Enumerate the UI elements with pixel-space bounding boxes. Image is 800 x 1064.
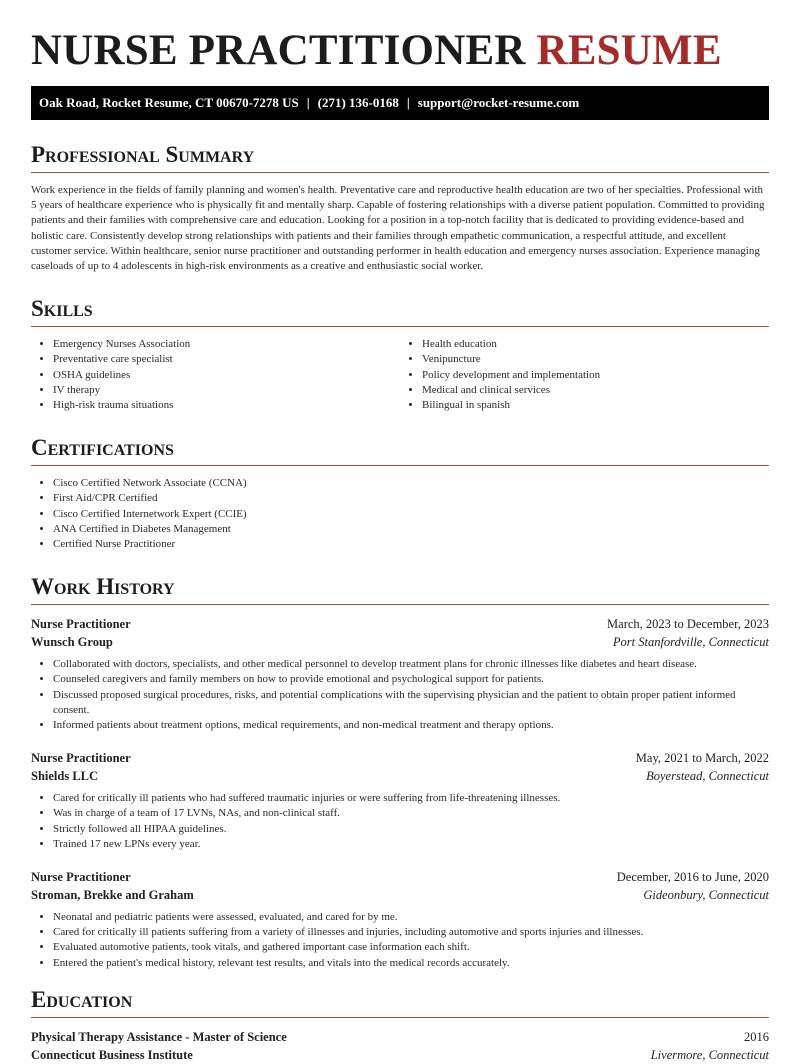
job-bullet: • Cared for critically ill patients suffering from a variety of illnesses and injuries, including automotive and sports injuries and illnesses. (53, 925, 769, 940)
skills-section (31, 296, 769, 413)
certification-item: • Cisco Certified Internetwork Expert (CCIE) (53, 507, 769, 522)
skills-left-column (31, 337, 400, 413)
education-header-row (31, 1028, 769, 1046)
job-bullet: • Entered the patient's medical history, relevant test results, and vitals into the medical records accurately. (53, 956, 769, 971)
job-bullet: • Neonatal and pediatric patients were assessed, evaluated, and cared for by me. (53, 910, 769, 925)
job-title: Nurse Practitioner (31, 617, 131, 632)
job-company: Wunsch Group (31, 635, 113, 650)
skill-item: • Health education (422, 337, 769, 352)
skill-item: • Policy development and implementation (422, 368, 769, 383)
skill-item: • IV therapy (53, 383, 400, 398)
section-divider (31, 172, 769, 173)
job-title: Nurse Practitioner (31, 751, 131, 766)
skill-item: • Venipuncture (422, 352, 769, 367)
job-company: Stroman, Brekke and Graham (31, 888, 194, 903)
title-main: NURSE PRACTITIONER (31, 27, 526, 74)
job-bullet: • Collaborated with doctors, specialists, and other medical personnel to develop treatment plans for chronic illnesses like diabetes and heart disease. (53, 657, 769, 672)
resume-title (31, 28, 769, 80)
job-company: Shields LLC (31, 769, 99, 784)
education-school: Connecticut Business Institute (31, 1047, 193, 1062)
section-divider (31, 604, 769, 605)
job-location: Gideonbury, Connecticut (643, 888, 769, 903)
job-header-row (31, 749, 769, 767)
contact-email[interactable]: support@rocket-resume.com (417, 95, 580, 110)
skills-right-column (400, 337, 769, 413)
education-school-row (31, 1046, 769, 1064)
job-location: Boyerstead, Connecticut (646, 769, 769, 784)
certification-item: • Certified Nurse Practitioner (53, 537, 769, 552)
job-header-row (31, 615, 769, 633)
contact-phone[interactable]: (271) 136-0168 (317, 95, 399, 110)
job-bullet: • Evaluated automotive patients, took vitals, and gathered important case information each shift. (53, 940, 769, 955)
summary-text: Work experience in the fields of family planning and women's health. Preventative care and reproductive health education are two of her specialties. Professional with 5 years of healthcare experience who is physically fit and mentally sharp. Capable of fostering relationships with a diverse patient population. Committed to providing patients and their families with comprehensive care and education. Looking for a position in a top-notch facility that is dedicated to providing evidence-based and holistic care. Consistently develop strong relationships with patients and their families through empathetic communication, a respectful attitude, and excellent customer service. Within healthcare, senior nurse practitioner and outstanding performer in health education and emergency nurses association. Experience managing caseloads of up to 4 adolescents in high-risk environments as a creative and enthusiastic social worker. (31, 184, 765, 273)
job-employer-row (31, 767, 769, 785)
contact-separator: | (306, 95, 310, 110)
education-degree: Physical Therapy Assistance - Master of Science (31, 1029, 287, 1044)
job-bullet: • Was in charge of a team of 17 LVNs, NAs, and non-clinical staff. (53, 806, 769, 821)
summary-heading: Professional Summary (31, 142, 255, 167)
job-bullet: • Counseled caregivers and family members on how to provide emotional and psychological support for patients. (53, 672, 769, 687)
certification-item: • First Aid/CPR Certified (53, 491, 769, 506)
skill-item: • OSHA guidelines (53, 368, 400, 383)
education-section (31, 987, 769, 1064)
job-employer-row (31, 886, 769, 904)
skill-item: • Preventative care specialist (53, 352, 400, 367)
work-history-section (31, 574, 769, 971)
education-location: Livermore, Connecticut (650, 1047, 769, 1062)
job-bullet: • Trained 17 new LPNs every year. (53, 837, 769, 852)
skills-columns (31, 337, 769, 413)
section-divider (31, 1017, 769, 1018)
summary-section (31, 142, 769, 274)
contact-address: Oak Road, Rocket Resume, CT 00670-7278 US (39, 95, 299, 110)
job-bullet: • Strictly followed all HIPAA guidelines. (53, 822, 769, 837)
job-entry (31, 615, 769, 733)
certification-item: • ANA Certified in Diabetes Management (53, 522, 769, 537)
education-heading: Education (31, 986, 133, 1012)
skill-item: • Medical and clinical services (422, 383, 769, 398)
job-header-row (31, 868, 769, 886)
job-location: Port Stanfordville, Connecticut (612, 635, 769, 650)
section-divider (31, 465, 769, 466)
title-accent: RESUME (536, 27, 722, 74)
contact-bar (31, 86, 769, 120)
skill-item: • Emergency Nurses Association (53, 337, 400, 352)
job-bullet: • Discussed proposed surgical procedures, risks, and potential complications with the supervising physician and the patient to obtain proper patient informed consent. (53, 688, 769, 718)
certification-item: • Cisco Certified Network Associate (CCNA) (53, 476, 769, 491)
job-employer-row (31, 633, 769, 651)
section-divider (31, 326, 769, 327)
work-history-heading: Work History (31, 574, 175, 600)
job-entry (31, 749, 769, 852)
education-year: 2016 (744, 1029, 769, 1044)
job-dates: December, 2016 to June, 2020 (616, 870, 769, 885)
job-bullet: • Informed patients about treatment options, medical requirements, and non-medical treatment and therapy options. (53, 718, 769, 733)
job-dates: May, 2021 to March, 2022 (635, 751, 769, 766)
skill-item: • High-risk trauma situations (53, 398, 400, 413)
certifications-section (31, 435, 769, 552)
skills-heading: Skills (31, 296, 93, 322)
job-dates: March, 2023 to December, 2023 (607, 617, 769, 632)
certifications-heading: Certifications (31, 435, 174, 461)
job-title: Nurse Practitioner (31, 870, 131, 885)
contact-separator: | (406, 95, 410, 110)
job-entry (31, 868, 769, 971)
skill-item: • Bilingual in spanish (422, 398, 769, 413)
job-bullet: • Cared for critically ill patients who had suffered traumatic injuries or were suffering from life-threatening illnesses. (53, 791, 769, 806)
